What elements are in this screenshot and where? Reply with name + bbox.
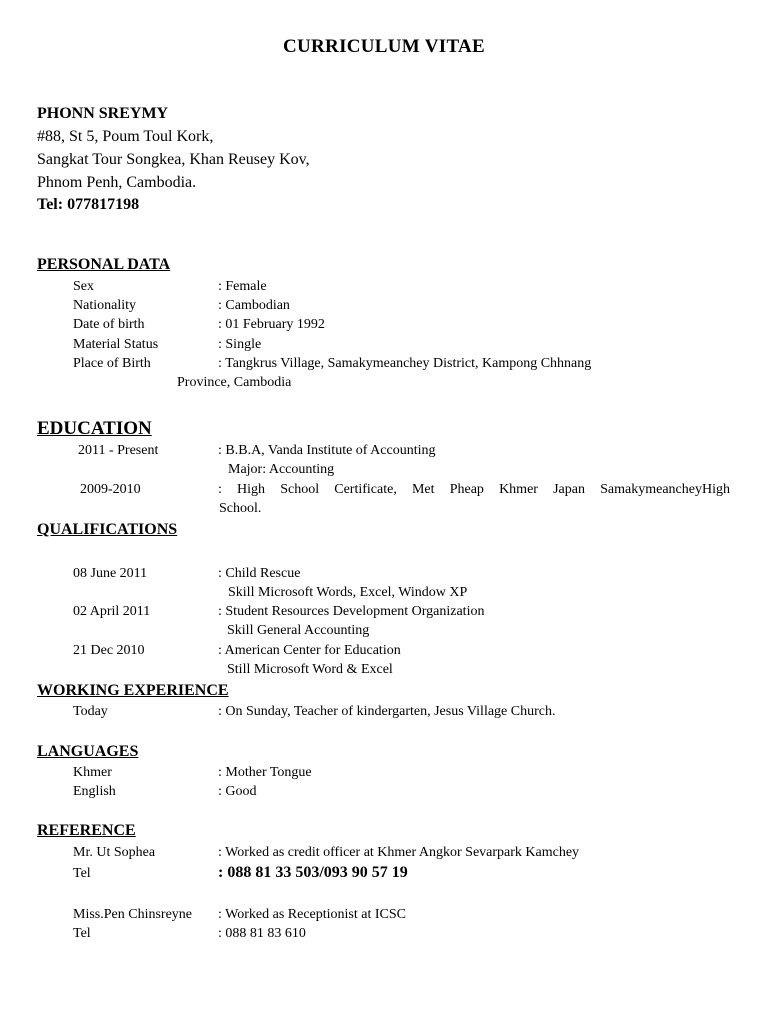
applicant-name: PHONN SREYMY	[37, 105, 169, 122]
language-label: English	[73, 784, 116, 799]
qualification-date: 21 Dec 2010	[73, 643, 145, 658]
language-value: : Mother Tongue	[218, 765, 312, 780]
reference-value: : Worked as credit officer at Khmer Angkor Sevarpark Kamchey	[218, 845, 580, 860]
qualification-detail: : American Center for Education	[218, 643, 401, 658]
personal-label: Sex	[73, 279, 94, 294]
reference-label: Tel	[73, 866, 91, 881]
qualification-detail-line2: Still Microsoft Word & Excel	[227, 662, 393, 677]
address-line-1: #88, St 5, Poum Toul Kork,	[37, 128, 214, 145]
address-line-2: Sangkat Tour Songkea, Khan Reusey Kov,	[37, 151, 310, 168]
education-detail: : High School Certificate, Met Pheap Khmer Japan SamakymeancheyHigh	[218, 482, 730, 497]
personal-value-continuation: Province, Cambodia	[177, 375, 292, 390]
education-detail-line2: School.	[219, 501, 262, 516]
personal-value: : 01 February 1992	[218, 317, 325, 332]
personal-label: Place of Birth	[73, 356, 151, 371]
personal-value: : Single	[218, 337, 262, 352]
reference-heading: REFERENCE	[37, 822, 136, 839]
qualification-detail: : Child Rescue	[218, 566, 301, 581]
qualification-date: 08 June 2011	[73, 566, 148, 581]
personal-value: : Cambodian	[218, 298, 290, 313]
languages-heading: LANGUAGES	[37, 743, 139, 760]
reference-value: : Worked as Receptionist at ICSC	[218, 907, 406, 922]
address-line-3: Phnom Penh, Cambodia.	[37, 174, 197, 191]
reference-phone: : 088 81 33 503/093 90 57 19	[218, 864, 408, 881]
personal-label: Nationality	[73, 298, 136, 313]
qualification-detail-line2: Skill General Accounting	[227, 623, 370, 638]
reference-label: Mr. Ut Sophea	[73, 845, 156, 860]
working-experience-heading: WORKING EXPERIENCE	[37, 682, 229, 699]
reference-label: Miss.Pen Chinsreyne	[73, 907, 192, 922]
qualification-date: 02 April 2011	[73, 604, 151, 619]
qualifications-heading: QUALIFICATIONS	[37, 521, 178, 538]
reference-phone: : 088 81 83 610	[218, 926, 306, 941]
qualification-detail-line2: Skill Microsoft Words, Excel, Window XP	[228, 585, 468, 600]
personal-value: : Female	[218, 279, 267, 294]
education-heading: EDUCATION	[37, 418, 152, 439]
language-label: Khmer	[73, 765, 112, 780]
personal-data-heading: PERSONAL DATA	[37, 256, 171, 273]
education-date: 2009-2010	[80, 482, 141, 497]
education-date: 2011 - Present	[78, 443, 159, 458]
education-detail-line2: Major: Accounting	[228, 462, 335, 477]
language-value: : Good	[218, 784, 257, 799]
personal-label: Material Status	[73, 337, 159, 352]
reference-label: Tel	[73, 926, 91, 941]
work-value: : On Sunday, Teacher of kindergarten, Jesus Village Church.	[218, 704, 556, 719]
work-label: Today	[73, 704, 108, 719]
document-title: CURRICULUM VITAE	[282, 36, 486, 57]
contact-tel: Tel: 077817198	[37, 196, 140, 213]
personal-value: : Tangkrus Village, Samakymeanchey District, Kampong Chhnang	[218, 356, 592, 371]
education-detail: : B.B.A, Vanda Institute of Accounting	[218, 443, 436, 458]
personal-label: Date of birth	[73, 317, 145, 332]
qualification-detail: : Student Resources Development Organization	[218, 604, 485, 619]
